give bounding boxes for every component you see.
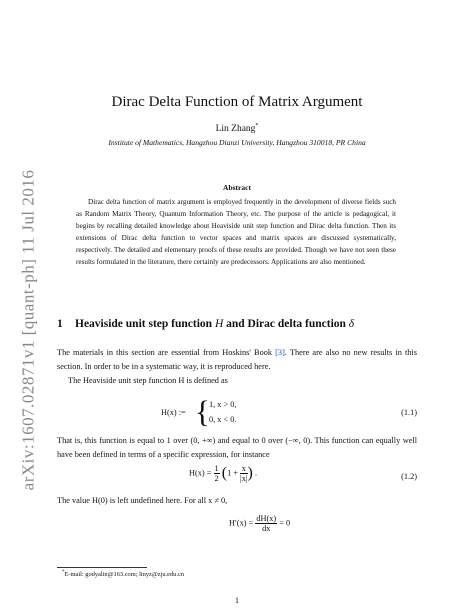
equation-case: 0, x < 0. [209,415,237,424]
equation-lhs: H′(x) = [229,518,254,528]
numerator: dH(x) [256,514,277,523]
page-number: 1 [235,596,239,605]
equation-body [229,514,290,533]
section-symbol-h: H [214,318,224,330]
paper-title: Dirac Delta Function of Matrix Argument [111,94,363,110]
denominator: |x| [240,474,248,483]
equation-number: (1.2) [401,472,417,481]
paragraph-text: . There are also no new results in this section. In order to be in a systematic way, it is reproduced here. [57,348,417,371]
arxiv-stamp [10,100,46,560]
author-footnote-mark: * [255,123,259,129]
abstract-heading: Abstract [223,183,251,192]
equation-lhs: H(x) := [161,408,186,417]
footnote-rule [57,567,147,568]
citation-link[interactable]: [3] [275,348,285,357]
fraction-half [214,464,220,483]
equation-term: 1 + [227,468,238,478]
fraction-derivative [255,514,277,533]
equation-1-2 [57,462,417,492]
footnote-text: E-mail: godyalin@163.com; linyz@zju.edu.cn [64,571,184,579]
paren-close-icon: ) [247,464,253,482]
equation-number: (1.1) [401,408,417,417]
section-title-part: and Dirac delta function [223,318,349,330]
abstract-text: Dirac delta function of matrix argument is employed frequently in the development of diverse fields such as Random Matrix Theory, Quantum Information Theory, etc. The purpose of the article is pedagogical, it begins by recalling detailed knowledge about Heaviside unit step function and Dirac delta function. Then its extensions of Dirac delta function to vector spaces and matrix spaces are discussed systematically, respectively. The detailed and elementary proofs of these results are provided. Though we have not seen these results formulated in the literature, there certainly are predecessors. Applications are also mentioned. [76,198,396,266]
paragraph-text: The materials in this section are essential from Hoskins' Book [57,348,276,357]
affiliation: Institute of Mathematics, Hangzhou Dianzi University, Hangzhou 310018, PR China [108,138,366,147]
author-name: Lin Zhang [215,124,256,135]
equation-rhs: = 0 [279,518,291,528]
footnote-mark: * [62,570,65,575]
paragraph-value: The value H(0) is left undefined here. For all x ≠ 0, [57,496,228,505]
paragraph-explanation: That is, this function is equal to 1 over (0, +∞) and equal to 0 over (−∞, 0). This function can equally well have been defined in terms of a specific expression, for instance [57,436,417,459]
author [0,123,474,134]
section-number: 1 [57,318,63,330]
numerator: 1 [214,464,219,473]
section-heading [57,318,427,330]
denominator: dx [262,524,271,533]
fraction-sign [240,464,247,483]
denominator: 2 [214,474,219,483]
section-symbol-delta: δ [348,318,355,330]
paren-open-icon: ( [221,464,228,482]
equation-derivative [57,512,417,540]
section-title-part: Heaviside unit step function [75,318,215,330]
equation-end: . [254,468,258,478]
brace-icon: { [195,394,210,429]
footnote [62,570,412,578]
arxiv-id: arXiv:1607.02871v1 [quant-ph] 11 Jul 2016 [18,169,38,491]
equation-case: 1, x > 0, [209,400,237,409]
paragraph-intro [57,346,417,373]
equation-lhs: H(x) = [189,468,212,478]
paragraph-definition: The Heaviside unit step function H is defined as [68,376,228,385]
equation-1-1 [57,394,417,432]
numerator: x [241,464,246,473]
equation-body [189,464,257,483]
